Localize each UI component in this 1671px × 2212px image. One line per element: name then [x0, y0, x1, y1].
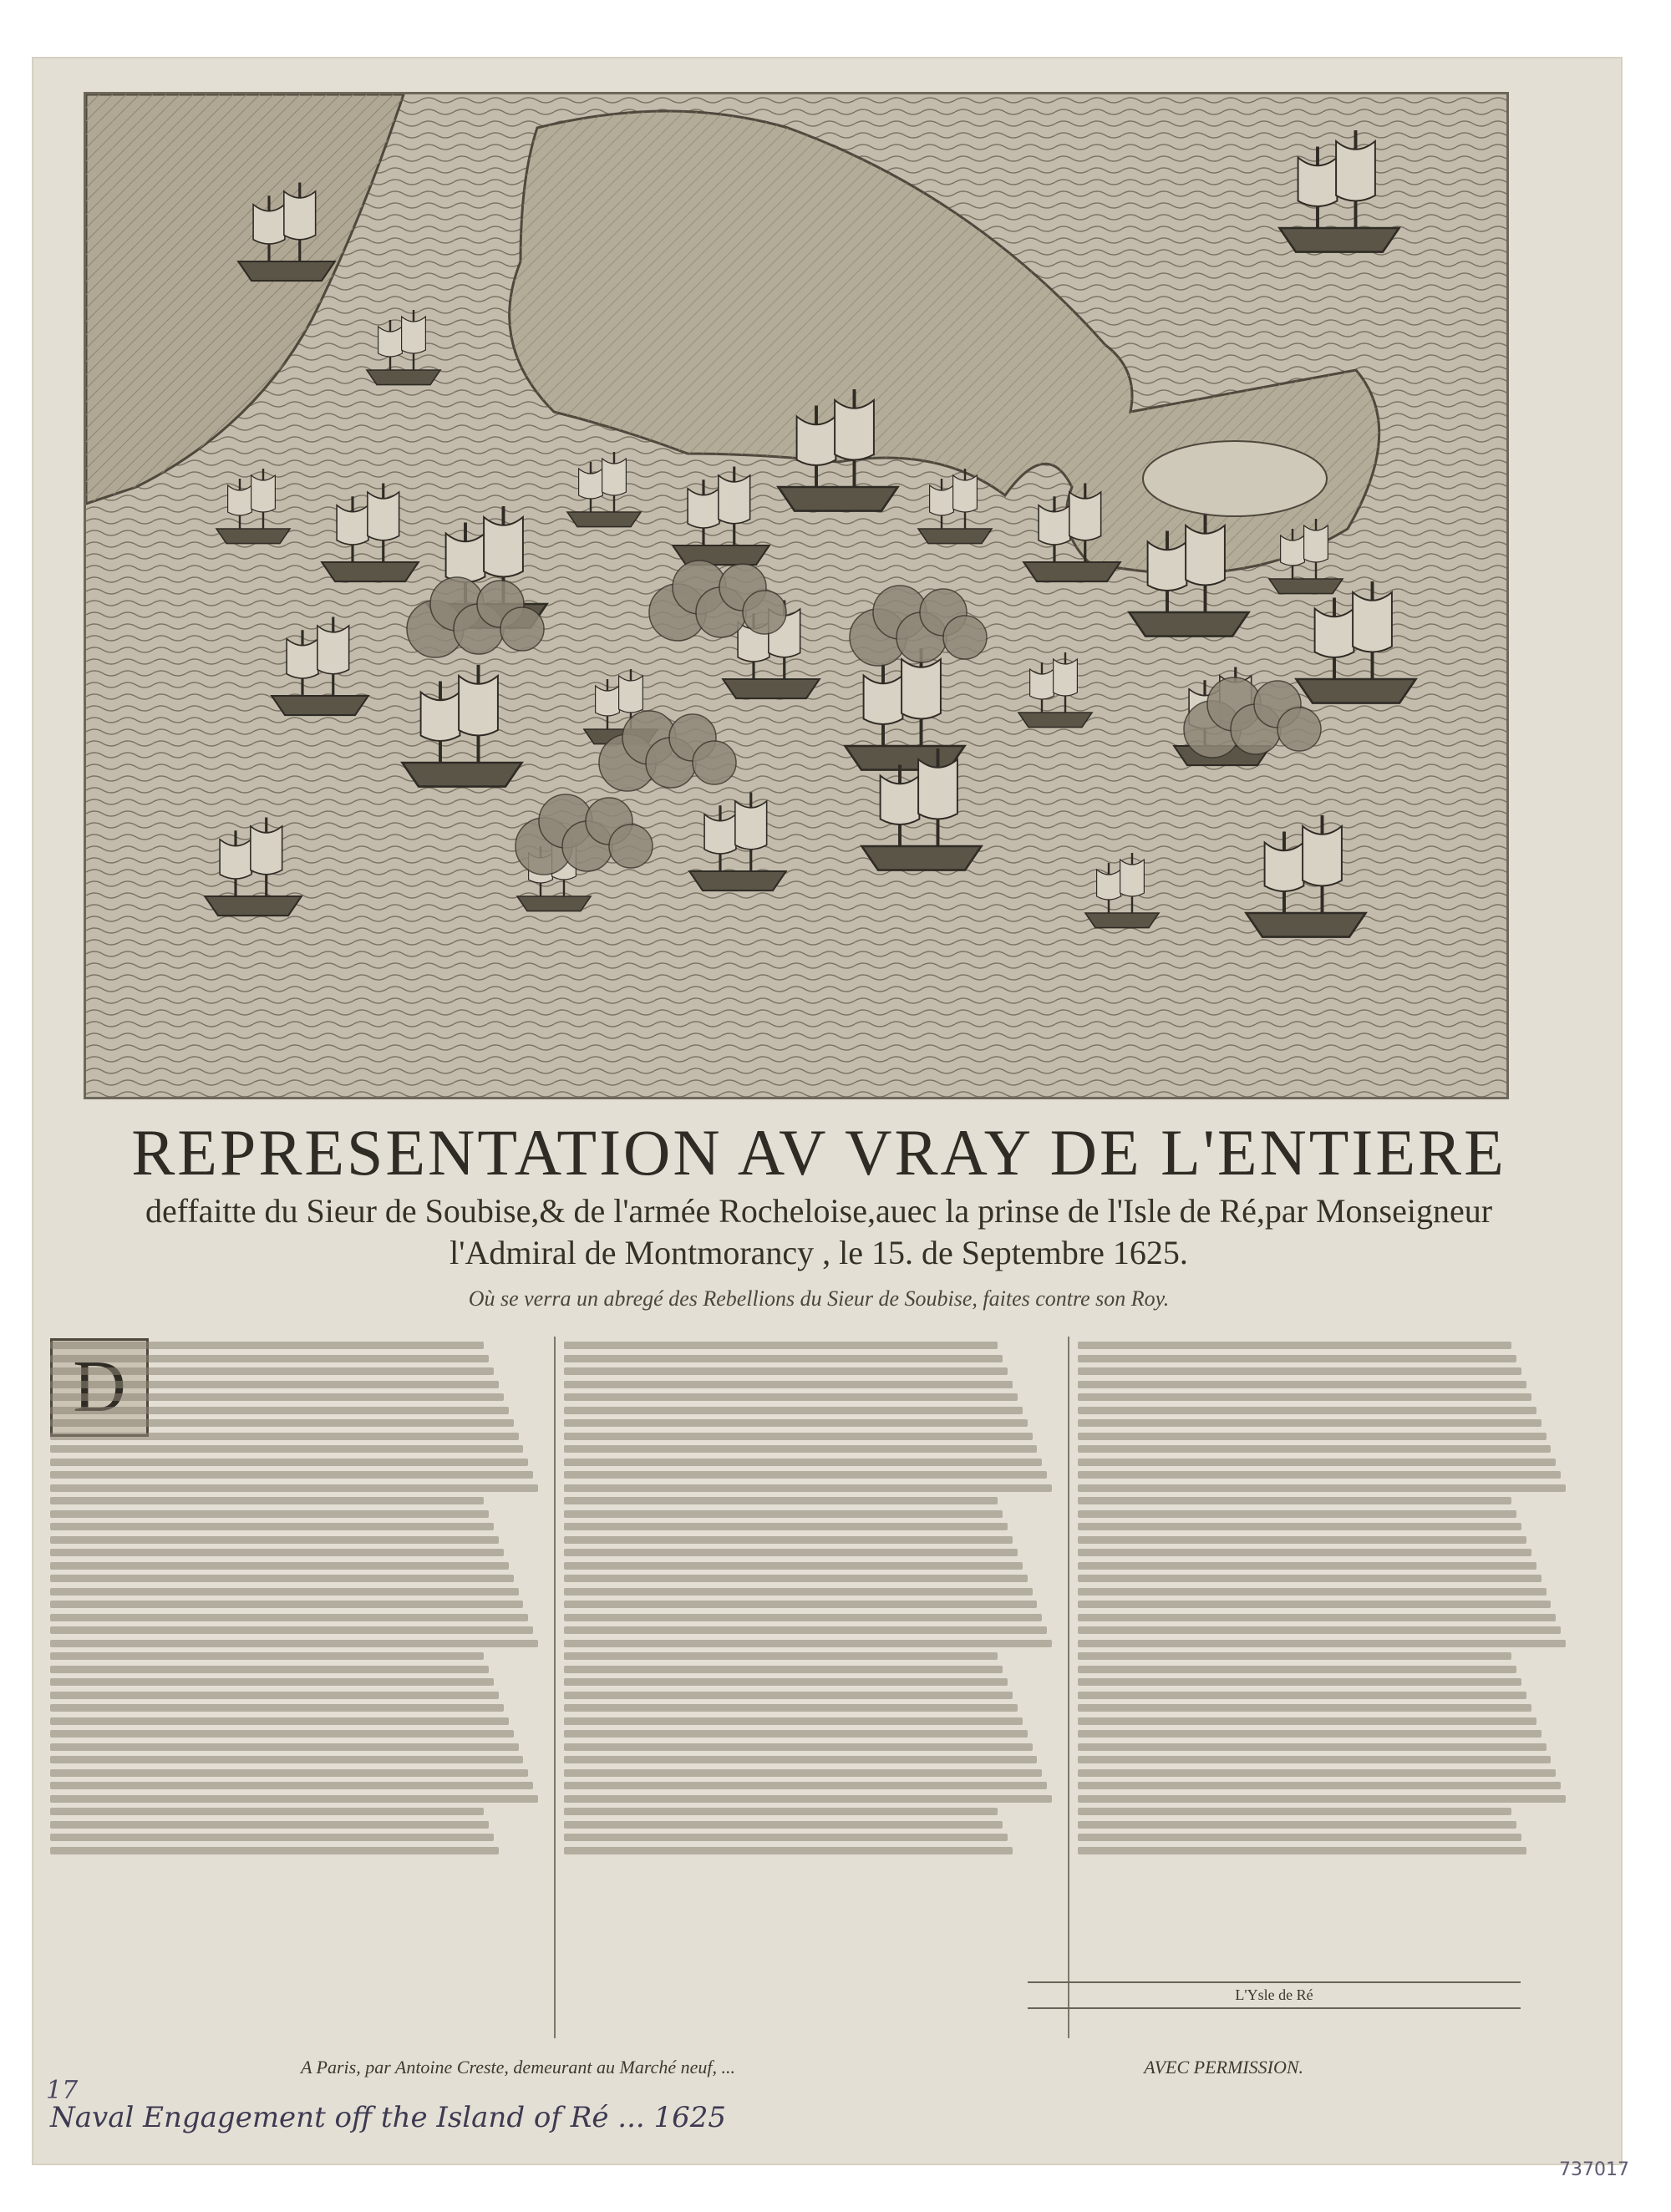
illegible-text-line	[564, 1381, 1013, 1388]
illegible-text-line	[50, 1756, 523, 1763]
illegible-text-line	[50, 1536, 499, 1544]
subtitle-line-2: l'Admiral de Montmorancy , le 15. de Septembre 1625.	[449, 1234, 1188, 1271]
illegible-text-line	[564, 1484, 1052, 1492]
illegible-text-line	[50, 1626, 533, 1634]
abstract-line: Où se verra un abregé des Rebellions du Sieur de Soubise, faites contre son Roy.	[468, 1286, 1170, 1311]
salt-marsh	[1143, 441, 1327, 516]
illegible-text-line	[50, 1847, 499, 1854]
illegible-text-line	[1078, 1782, 1561, 1789]
illegible-text-line	[1078, 1769, 1556, 1777]
illegible-text-line	[1078, 1497, 1511, 1504]
illegible-text-line	[1078, 1730, 1541, 1738]
smoke-cloud	[743, 591, 786, 634]
illegible-text-line	[1078, 1795, 1566, 1803]
illegible-text-line	[50, 1640, 538, 1647]
illegible-text-line	[564, 1808, 998, 1815]
illegible-text-line	[564, 1626, 1047, 1634]
illegible-text-line	[50, 1367, 494, 1375]
illegible-text-line	[564, 1652, 998, 1660]
subtitle	[109, 1190, 1529, 1274]
illegible-text-line	[564, 1821, 1003, 1829]
illegible-text-line	[1078, 1510, 1516, 1518]
illegible-text-line	[564, 1471, 1047, 1479]
illegible-text-line	[1078, 1614, 1556, 1621]
illegible-text-line	[50, 1433, 519, 1440]
smoke-cloud	[500, 607, 544, 651]
illegible-text-line	[1078, 1652, 1511, 1660]
illegible-text-line	[1078, 1445, 1551, 1453]
text-columns	[50, 1337, 1571, 2038]
illegible-text-line	[564, 1549, 1018, 1556]
illegible-text-line	[50, 1497, 484, 1504]
illegible-text-line	[50, 1601, 523, 1608]
illegible-text-line	[50, 1743, 519, 1751]
illegible-text-line	[50, 1393, 504, 1401]
illegible-text-line	[1078, 1640, 1566, 1647]
illegible-text-line	[564, 1666, 1003, 1673]
illegible-text-line	[50, 1678, 494, 1686]
illegible-text-line	[564, 1847, 1013, 1854]
illegible-text-line	[564, 1419, 1028, 1427]
column-divider	[554, 1337, 556, 2038]
illegible-text-line	[50, 1510, 489, 1518]
illegible-text-line	[1078, 1381, 1526, 1388]
illegible-text-line	[50, 1381, 499, 1388]
illegible-text-line	[564, 1614, 1042, 1621]
illegible-text-line	[1078, 1756, 1551, 1763]
illegible-text-line	[50, 1575, 514, 1582]
illegible-text-line	[50, 1459, 528, 1466]
catalog-number: 737017	[1559, 2159, 1629, 2180]
illegible-text-line	[50, 1407, 509, 1414]
column-2-body	[564, 1342, 1057, 1854]
permission-line: AVEC PERMISSION.	[1144, 2057, 1303, 2078]
subtitle-line-1: deffaitte du Sieur de Soubise,& de l'armée Rocheloise,auec la prinse de l'Isle de Ré,par Monseigneur	[145, 1192, 1493, 1230]
illegible-text-line	[50, 1419, 514, 1427]
illegible-text-line	[1078, 1626, 1561, 1634]
illegible-text-line	[564, 1562, 1023, 1570]
illegible-text-line	[1078, 1536, 1526, 1544]
illegible-text-line	[564, 1433, 1033, 1440]
illegible-text-line	[50, 1549, 504, 1556]
illegible-text-line	[1078, 1562, 1536, 1570]
illegible-text-line	[564, 1834, 1008, 1841]
illegible-text-line	[1078, 1704, 1531, 1712]
illegible-text-line	[564, 1367, 1008, 1375]
illegible-text-line	[564, 1717, 1023, 1725]
text-column-2	[564, 1337, 1057, 2038]
illegible-text-line	[1078, 1575, 1541, 1582]
illegible-text-line	[564, 1601, 1037, 1608]
illegible-text-line	[50, 1666, 489, 1673]
signoff-line: L'Ysle de Ré	[1028, 1981, 1521, 2009]
illegible-text-line	[1078, 1471, 1561, 1479]
illegible-text-line	[564, 1640, 1052, 1647]
illegible-text-line	[564, 1523, 1008, 1530]
illegible-text-line	[50, 1484, 538, 1492]
illegible-text-line	[1078, 1549, 1531, 1556]
illegible-text-line	[50, 1834, 494, 1841]
illegible-text-line	[1078, 1407, 1536, 1414]
illegible-text-line	[564, 1730, 1028, 1738]
illegible-text-line	[1078, 1355, 1516, 1362]
illegible-text-line	[1078, 1588, 1547, 1596]
illegible-text-line	[1078, 1601, 1551, 1608]
illegible-text-line	[564, 1459, 1042, 1466]
illegible-text-line	[50, 1730, 514, 1738]
illegible-text-line	[564, 1510, 1003, 1518]
illegible-text-line	[1078, 1393, 1531, 1401]
column-3-body	[1078, 1342, 1571, 1854]
illegible-text-line	[50, 1782, 533, 1789]
illegible-text-line	[564, 1355, 1003, 1362]
illegible-text-line	[564, 1782, 1047, 1789]
page-title: REPRESENTATION AV VRAY DE L'ENTIERE	[131, 1116, 1506, 1189]
illegible-text-line	[564, 1704, 1018, 1712]
illegible-text-line	[50, 1717, 509, 1725]
illegible-text-line	[50, 1614, 528, 1621]
illegible-text-line	[564, 1795, 1052, 1803]
handwritten-caption: Naval Engagement off the Island of Ré ... 1625	[50, 2101, 727, 2134]
imprint	[301, 2057, 1303, 2078]
printer-line: A Paris, par Antoine Creste, demeurant au Marché neuf, ...	[301, 2057, 735, 2078]
illegible-text-line	[50, 1652, 484, 1660]
illegible-text-line	[1078, 1419, 1541, 1427]
column-divider	[1068, 1337, 1069, 2038]
illegible-text-line	[50, 1445, 523, 1453]
illegible-text-line	[564, 1536, 1013, 1544]
illegible-text-line	[50, 1562, 509, 1570]
illegible-text-line	[50, 1471, 533, 1479]
smoke-cloud	[943, 616, 987, 659]
illegible-text-line	[564, 1769, 1042, 1777]
illegible-text-line	[50, 1808, 484, 1815]
illegible-text-line	[564, 1743, 1033, 1751]
battle-engraving	[84, 92, 1509, 1099]
illegible-text-line	[1078, 1523, 1521, 1530]
illegible-text-line	[564, 1407, 1023, 1414]
illegible-text-line	[50, 1342, 484, 1349]
illegible-text-line	[1078, 1847, 1526, 1854]
illegible-text-line	[1078, 1666, 1516, 1673]
illegible-text-line	[50, 1821, 489, 1829]
illegible-text-line	[1078, 1808, 1511, 1815]
illegible-text-line	[1078, 1484, 1566, 1492]
illegible-text-line	[564, 1756, 1037, 1763]
illegible-text-line	[564, 1342, 998, 1349]
illegible-text-line	[1078, 1717, 1536, 1725]
illegible-text-line	[50, 1692, 499, 1699]
illegible-text-line	[1078, 1834, 1521, 1841]
illegible-text-line	[50, 1588, 519, 1596]
illegible-text-line	[50, 1769, 528, 1777]
illegible-text-line	[564, 1445, 1037, 1453]
illegible-text-line	[564, 1678, 1008, 1686]
illegible-text-line	[564, 1393, 1018, 1401]
illegible-text-line	[1078, 1459, 1556, 1466]
illegible-text-line	[50, 1523, 494, 1530]
illegible-text-line	[50, 1795, 538, 1803]
illegible-text-line	[1078, 1367, 1521, 1375]
column-1-body	[50, 1342, 543, 1854]
handwritten-number: 17	[46, 2076, 79, 2105]
text-column-1	[50, 1337, 543, 2038]
illegible-text-line	[50, 1704, 504, 1712]
illegible-text-line	[564, 1575, 1028, 1582]
smoke-cloud	[1277, 708, 1321, 751]
illegible-text-line	[564, 1692, 1013, 1699]
text-column-3	[1078, 1337, 1571, 2038]
illegible-text-line	[50, 1355, 489, 1362]
smoke-cloud	[693, 741, 736, 784]
illegible-text-line	[1078, 1433, 1547, 1440]
engraving-illustration	[86, 94, 1506, 1097]
illegible-text-line	[1078, 1692, 1526, 1699]
illegible-text-line	[1078, 1678, 1521, 1686]
illegible-text-line	[564, 1588, 1033, 1596]
illegible-text-line	[564, 1497, 998, 1504]
smoke-cloud	[609, 824, 653, 868]
illegible-text-line	[1078, 1821, 1516, 1829]
illegible-text-line	[1078, 1342, 1511, 1349]
illegible-text-line	[1078, 1743, 1547, 1751]
